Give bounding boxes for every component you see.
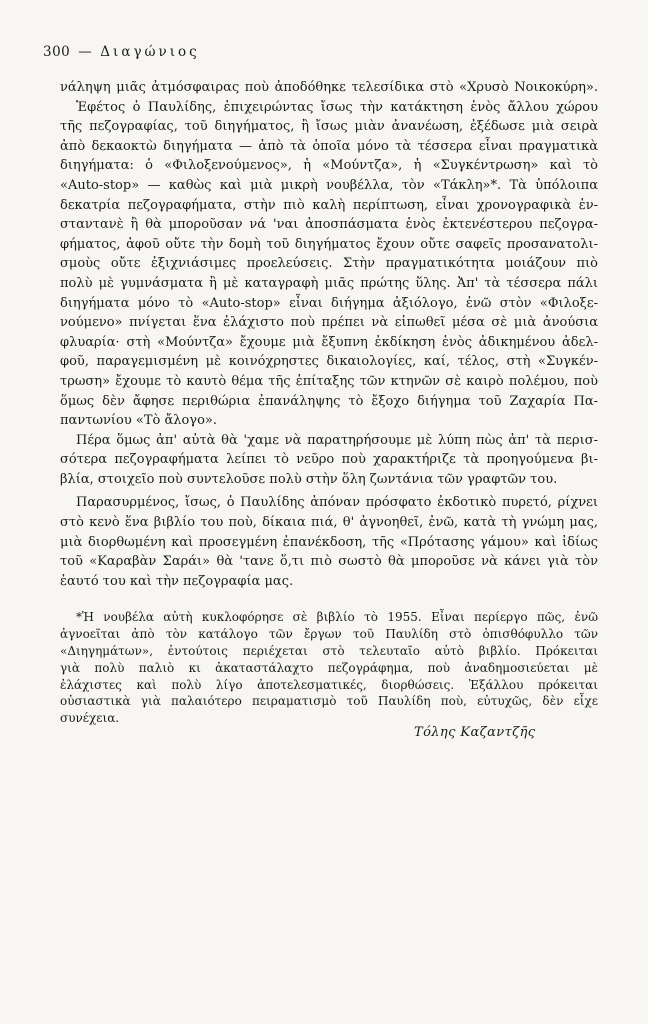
body-line: παντωνίου «Τὸ ἄλογο».: [60, 413, 217, 429]
body-line: μιὰ διορθωμένη καὶ προσεγμένη ἐπανέκδοση, τῆς «Πρότασης γάμου» καὶ ἰδίως: [60, 534, 598, 550]
journal-title: Διαγώνιος: [100, 44, 200, 60]
body-line: νάληψη μιᾶς ἀτμόσφαιρας ποὺ ἀποδόθηκε τελεσίδικα στὸ «Χρυσὸ Νοικοκύρη».: [60, 80, 598, 95]
body-line: τῆς πεζογραφίας, τοῦ διηγήματος, ἢ ἴσως μιὰν ἀνανέωση, ἐξέδωσε μιὰ σειρὰ: [60, 119, 598, 135]
article-body: [60, 78, 598, 591]
footnote-line: ἐλάχιστες καὶ πολὺ λίγο ἀποτελεσματικές, διορθώσεις. Ἐξάλλου πρόκειται: [60, 677, 598, 692]
footnote: [60, 609, 598, 727]
body-line: Παρασυρμένος, ἴσως, ὁ Παυλίδης ἀπόναν πρόσφατο ἐκδοτικὸ πυρετό, ρίχνει: [76, 495, 598, 511]
page-header: [43, 44, 200, 60]
footnote-line: «Διηγημάτων», ἐντούτοις περιέχεται στὸ τελευταῖο αὐτὸ βιβλίο. Πρόκειται: [60, 643, 598, 658]
body-line: ὅμως δὲν ἄφησε περιθώρια ἐπανάληψης τὸ ἔξοχο διήγημα τοῦ Ζαχαρία Πα-: [60, 393, 598, 409]
body-line: νούμενο» πνίγεται ἕνα ἐλάχιστο ποὺ πρέπει νὰ εἰπωθεῖ μέσα σὲ μιὰ ἀνούσια: [60, 315, 598, 331]
body-line: σταντανὲ ἢ θὰ μποροῦσαν νά 'ναι ἀποσπάσματα ἑνὸς ἐκτενέστερου πεζογρα-: [60, 217, 598, 233]
body-line: διηγήματα μόνο τὸ «Auto-stop» εἶναι διήγημα ἀξιόλογο, ἐνῶ στὸν «Φιλοξε-: [60, 295, 598, 311]
body-line: φοῦ, παραγεμισμένη μὲ κοινόχρηστες δικαιολογίες, καί, τέλος, στὴ «Συγκέν-: [60, 354, 598, 370]
page-number: 300: [43, 44, 71, 60]
body-line: ἀπὸ δεκαοκτὼ διηγήματα — ἀπὸ τὰ ὁποῖα μόνο τὰ τέσσερα εἶναι πραγματικὰ: [60, 138, 598, 154]
body-line: τρωση» ἔχουμε τὸ καυτὸ θέμα τῆς ἐπίταξης τῶν κτηνῶν σὲ καιρὸ πολέμου, ποὺ: [60, 373, 598, 389]
footnote-line: *Ἡ νουβέλα αὐτὴ κυκλοφόρησε σὲ βιβλίο τὸ 1955. Εἶναι περίεργο πῶς, ἐνῶ: [76, 610, 598, 624]
body-line: «Auto-stop» — καθὼς καὶ μιὰ μικρὴ νουβέλλα, τὸν «Τάκλη»*. Τὰ ὑπόλοιπα: [60, 177, 598, 193]
body-line: ἑαυτό του καὶ τὴν πεζογραφία μας.: [60, 573, 294, 589]
body-line: διηγήματα: ὁ «Φιλοξενούμενος», ἡ «Μούντζα», ἡ «Συγκέντρωση» καὶ τὸ: [60, 158, 598, 174]
footnote-line: οὐσιαστικὰ γιὰ παλαιότερο πειραματισμὸ τοῦ Παυλίδη ποὺ, εὐτυχῶς, δὲν εἶχε: [60, 694, 598, 709]
author-signature: Τόλης Καζαντζῆς: [414, 725, 536, 740]
body-line: σότερα πεζογραφήματα λείπει τὸ νεῦρο ποὺ χαρακτήριζε τὰ προηγούμενα βι-: [60, 452, 598, 468]
footnote-line: γιὰ πολὺ παλιὸ κι ἀκαταστάλαχτο πεζογράφημα, ποὺ ἀναδημοσιεύεται μὲ: [60, 660, 598, 675]
body-line: Ἐφέτος ὁ Παυλίδης, ἐπιχειρώντας ἴσως τὴν κατάκτηση ἑνὸς ἄλλου χώρου: [76, 99, 598, 115]
body-line: πολὺ μὲ γυμνάσματα ἢ μὲ καταγραφὴ μιᾶς πρώτης ὕλης. Ἀπ' τὰ τέσσερα πάλι: [60, 275, 598, 291]
body-line: Πέρα ὅμως ἀπ' αὐτὰ θὰ 'χαμε νὰ παρατηρήσουμε μὲ λύπη πὼς ἀπ' τὰ περισ-: [76, 432, 598, 448]
body-line: τοῦ «Καραβὰν Σαράι» θὰ 'τανε ὅ,τι πιὸ σωστὸ θὰ μποροῦσε νὰ κάνει γιὰ τὸν: [60, 554, 598, 570]
body-line: φήματος, ἀφοῦ οὔτε τὴν δομὴ τοῦ διηγήματος ἔχουν οὔτε σαφεῖς προσανατολι-: [60, 236, 598, 252]
header-separator: —: [78, 44, 93, 60]
body-line: δεκατρία πεζογραφήματα, στὴν πιὸ καλὴ περίπτωση, εἶναι χρονογραφικὰ ἐν-: [60, 197, 598, 213]
body-line: σμοὺς οὔτε ἐξιχνιάσιμες προελεύσεις. Στὴν πραγματικότητα μοιάζουν πιὸ: [60, 256, 598, 272]
body-line: φλυαρία· στὴ «Μούντζα» ἔχουμε μιὰ ἔξυπνη ἐκδίκηση ἑνὸς ἀδικημένου ἀδελ-: [60, 334, 598, 350]
footnote-line: συνέχεια.: [60, 711, 120, 726]
footnote-line: ἀγνοεῖται ἀπὸ τὸν κατάλογο τῶν ἔργων τοῦ Παυλίδη στὸ ὀπισθόφυλλο τῶν: [60, 626, 598, 641]
body-line: στὸ κενὸ ἕνα βιβλίο του ποὺ, δίκαια πιά, θ' ἀγνοηθεῖ, ἐνῶ, κατὰ τὴ γνώμη μας,: [60, 515, 598, 531]
body-line: βλία, στοιχεῖο ποὺ συντελοῦσε πολὺ στὴν ὅλη ζωντάνια τῶν γραφτῶν του.: [60, 471, 558, 487]
